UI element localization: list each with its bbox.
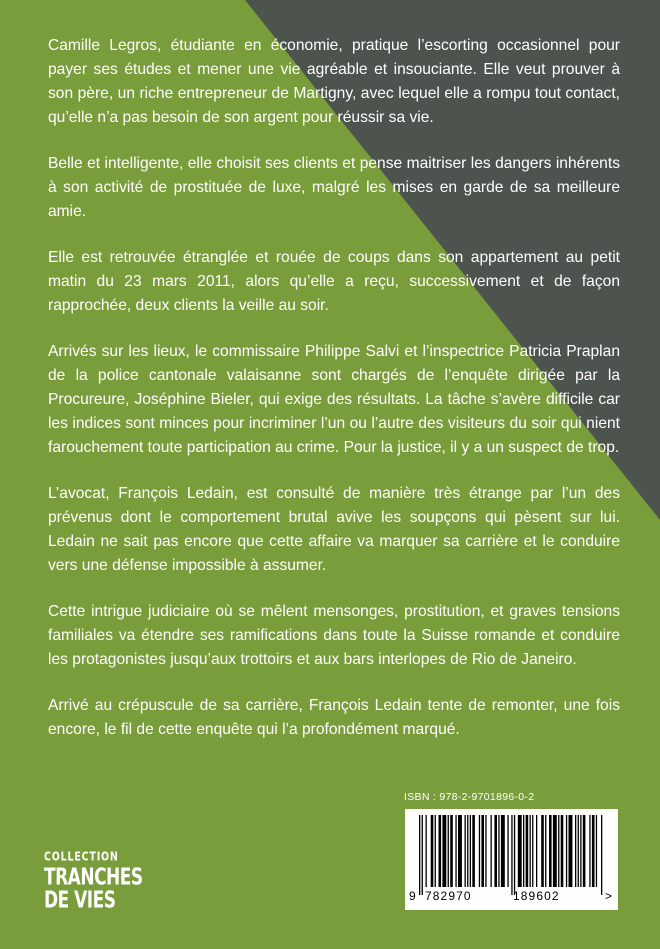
- barcode-first-digit: 9: [409, 889, 417, 903]
- barcode-bar: [514, 815, 515, 895]
- barcode-bar: [419, 815, 420, 895]
- barcode-bar: [596, 815, 597, 887]
- barcode-bar: [442, 815, 446, 887]
- logo-collection: COLLECTION: [44, 850, 119, 865]
- barcode-bar: [426, 815, 427, 887]
- barcode-bar: [569, 815, 573, 887]
- barcode-bar: [450, 815, 453, 887]
- paragraph-5: L’avocat, François Ledain, est consulté de manière très étrange par l’un des prévenus dont le comportement brutal avive les soupçons qui pèsent sur lui. Ledain ne sait pas encore que cette affaire va marquer sa carrière et le conduire vers une défense impossible à assumer.: [48, 485, 620, 574]
- barcode-bar: [458, 815, 462, 887]
- barcode-bar: [566, 815, 567, 887]
- barcode-bar: [455, 815, 456, 887]
- barcode-bar: [472, 815, 475, 887]
- collection-logo: [44, 850, 143, 915]
- barcode-bar: [592, 815, 595, 887]
- logo-de-vies: DE VIES: [44, 887, 116, 915]
- barcode-bar: [580, 815, 581, 887]
- barcode-bar: [465, 815, 466, 887]
- barcode-bar: [435, 815, 436, 887]
- barcode-bar: [545, 815, 546, 887]
- barcode-arrow: >: [605, 889, 614, 903]
- barcode-bar: [583, 815, 586, 887]
- logo-tranches: TRANCHES: [44, 864, 143, 892]
- barcode-bar: [485, 815, 486, 887]
- barcode-bar: [439, 815, 442, 887]
- paragraph-2: Belle et intelligente, elle choisit ses clients et pense maitriser les dangers inhérents à son activité de prostituée de luxe, malgré les mises en garde de sa meilleure amie.: [48, 155, 620, 220]
- paragraph-6: Cette intrigue judiciaire où se mêlent mensonges, prostitution, et graves tensions familiales va étendre ses ramifications dans toute la Suisse romande et conduire les protagonistes jusqu’aux trottoirs et aux bars interlopes de Rio de Janeiro.: [48, 603, 620, 668]
- barcode-bar: [491, 815, 492, 887]
- barcode-bar: [448, 815, 449, 887]
- barcode-bar: [479, 815, 480, 887]
- barcode-bar: [511, 815, 512, 895]
- barcode-bar: [481, 815, 484, 887]
- barcode-bar: [541, 815, 544, 887]
- barcode-bar: [518, 815, 522, 887]
- barcode-bar: [553, 815, 557, 887]
- barcode: [405, 809, 618, 910]
- isbn-label: ISBN : 978-2-9701896-0-2: [404, 791, 535, 803]
- barcode-bar: [530, 815, 531, 887]
- paragraph-3: Elle est retrouvée étranglée et rouée de coups dans son appartement au petit matin du 23 mars 2011, alors qu’elle a reçu, successivement et de façon rapprochée, deux clients la veille au soir.: [48, 249, 620, 314]
- barcode-bar: [532, 815, 533, 887]
- barcode-bar: [523, 815, 524, 887]
- barcode-bar: [578, 815, 579, 887]
- paragraph-7: Arrivé au crépuscule de sa carrière, François Ledain tente de remonter, une fois encore, le fil de cette enquête qui l’a profondément marqué.: [48, 697, 620, 738]
- barcode-bar: [536, 815, 537, 887]
- barcode-bar: [501, 815, 505, 887]
- barcode-bar: [422, 815, 423, 895]
- barcode-bar: [494, 815, 497, 887]
- barcode-bar: [549, 815, 552, 887]
- barcode-bar: [601, 815, 602, 895]
- barcode-bar: [575, 815, 576, 887]
- barcode-bar: [526, 815, 529, 887]
- barcode-bar: [558, 815, 559, 887]
- barcode-group-1: 782970: [425, 889, 472, 903]
- barcode-bar: [431, 815, 434, 887]
- barcode-bar: [589, 815, 590, 887]
- barcode-bar: [470, 815, 471, 887]
- barcode-group-2: 189602: [513, 889, 560, 903]
- back-cover-summary: [48, 34, 620, 764]
- barcode-bar: [498, 815, 499, 887]
- barcode-bar: [561, 815, 564, 887]
- paragraph-1: Camille Legros, étudiante en économie, pratique l’escorting occasionnel pour payer ses études et mener une vie agréable et insouciante. Elle veut prouver à son père, un riche entrepreneur de Martigny, avec lequel elle a rompu tout contact, qu’elle n’a pas besoin de son argent pour réussir sa vie.: [48, 37, 620, 126]
- barcode-bar: [467, 815, 468, 887]
- barcode-bar: [507, 815, 508, 887]
- paragraph-4: Arrivés sur les lieux, le commissaire Philippe Salvi et l’inspectrice Patricia Praplan de la police cantonale valaisanne sont chargés de l’enquête dirigée par la Procureure, Joséphine Bieler, qui exige des résultats. La tâche s’avère difficile car les indices sont minces pour incriminer l’un ou l’autre des visiteurs du soir qui nient farouchement toute participation au crime. Pour la justice, il y a un suspect de trop.: [48, 343, 620, 456]
